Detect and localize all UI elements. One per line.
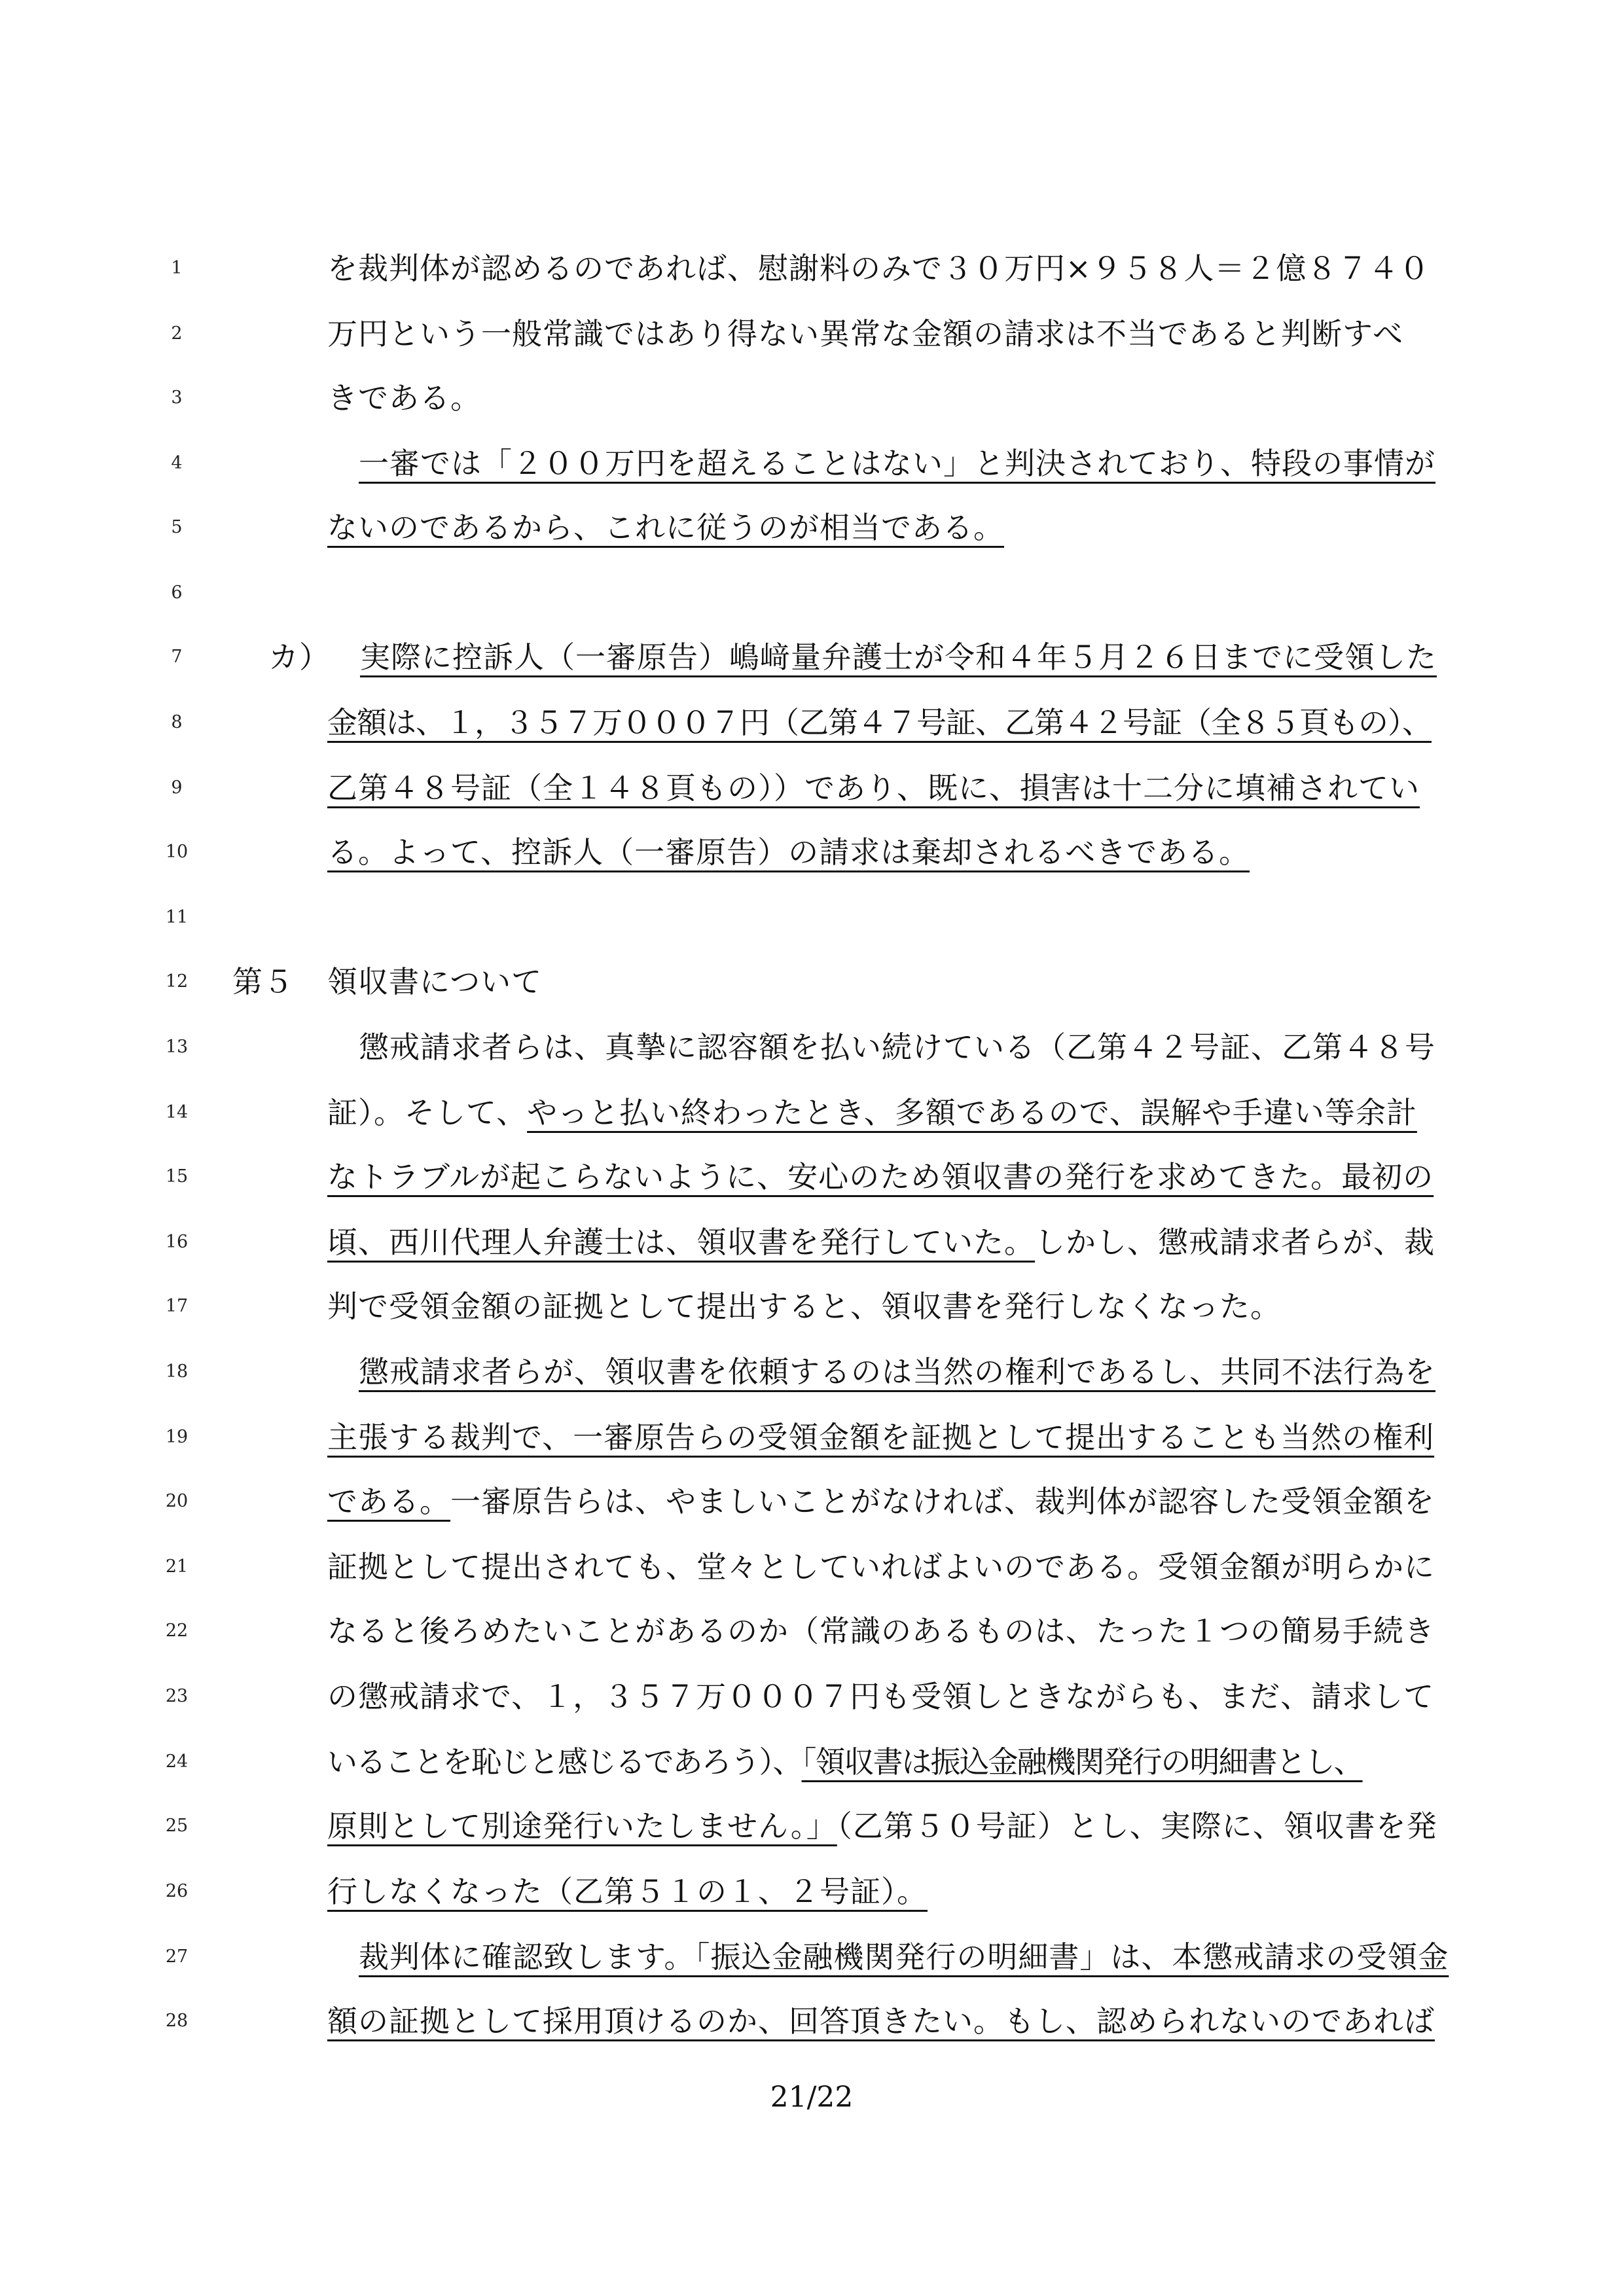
section-number: 第５ bbox=[232, 964, 294, 999]
line-number-7: 7 bbox=[171, 647, 183, 667]
item-label-ka: カ） bbox=[268, 639, 330, 675]
line-number-6: 6 bbox=[171, 583, 183, 603]
text-line-23: の懲戒請求で、１，３５７万０００７円も受領しときながらも、まだ、請求して bbox=[327, 1679, 1435, 1714]
line-number-11: 11 bbox=[165, 907, 189, 927]
text-line-25 bbox=[327, 1806, 1437, 1846]
line-number-15: 15 bbox=[165, 1166, 189, 1187]
text-line-4: 一審では「２００万円を超えることはない」と判決されており、特段の事情が bbox=[359, 446, 1435, 481]
line-number-14: 14 bbox=[165, 1102, 189, 1122]
line-number-28: 28 bbox=[165, 2011, 189, 2031]
text-line-10: る。よって、控訴人（一審原告）の請求は棄却されるべきである。 bbox=[327, 834, 1250, 870]
line-number-21: 21 bbox=[165, 1556, 189, 1577]
text-line-18: 懲戒請求者らが、領収書を依頼するのは当然の権利であるし、共同不法行為を bbox=[359, 1354, 1435, 1390]
text-line-3: きである。 bbox=[327, 380, 481, 416]
line-number-20: 20 bbox=[165, 1491, 189, 1511]
text-line-16 bbox=[327, 1223, 1435, 1262]
line-number-24: 24 bbox=[165, 1751, 189, 1772]
line-number-5: 5 bbox=[171, 517, 183, 537]
line-number-12: 12 bbox=[165, 971, 189, 992]
text-line-14-underlined: やっと払い終わったとき、多額であるので、誤解や手違い等余計 bbox=[527, 1095, 1417, 1130]
line-number-26: 26 bbox=[165, 1881, 189, 1901]
line-number-17: 17 bbox=[165, 1296, 189, 1316]
text-line-27: 裁判体に確認致します。「振込金融機関発行の明細書」は、本懲戒請求の受領金 bbox=[359, 1939, 1449, 1975]
text-line-2: 万円という一般常識ではあり得ない異常な金額の請求は不当であると判断すべ bbox=[327, 316, 1404, 351]
line-number-13: 13 bbox=[165, 1037, 189, 1057]
section-heading: 領収書について bbox=[327, 964, 543, 999]
text-line-20-underlined: である。 bbox=[327, 1484, 450, 1519]
text-line-20 bbox=[327, 1482, 1435, 1521]
line-number-22: 22 bbox=[165, 1621, 189, 1641]
text-line-14-plain: 証）。そして、 bbox=[327, 1095, 528, 1130]
text-line-28: 額の証拠として採用頂けるのか、回答頂きたい。もし、認められないのであれば bbox=[327, 2003, 1435, 2039]
text-line-1: を裁判体が認めるのであれば、慰謝料のみで３０万円×９５８人＝２億８７４０ bbox=[327, 251, 1430, 286]
line-number-4: 4 bbox=[171, 453, 183, 473]
line-number-8: 8 bbox=[171, 712, 183, 732]
line-number-23: 23 bbox=[165, 1686, 189, 1706]
text-line-13: 懲戒請求者らは、真摯に認容額を払い続けている（乙第４２号証、乙第４８号 bbox=[359, 1030, 1435, 1065]
page-number: 21/22 bbox=[770, 2081, 854, 2114]
line-number-1: 1 bbox=[171, 258, 183, 278]
text-line-16-plain: しかし、懲戒請求者らが、裁 bbox=[1035, 1225, 1435, 1260]
line-number-10: 10 bbox=[165, 842, 189, 862]
text-line-16-underlined: 頃、西川代理人弁護士は、領収書を発行していた。 bbox=[327, 1225, 1035, 1260]
text-line-20-plain: 一審原告らは、やましいことがなければ、裁判体が認容した受領金額を bbox=[450, 1484, 1435, 1519]
text-line-26: 行しなくなった（乙第５１の１、２号証）。 bbox=[327, 1874, 928, 1909]
text-line-25-underlined: 原則として別途発行いたしません。」 bbox=[327, 1808, 837, 1844]
text-line-15: なトラブルが起こらないように、安心のため領収書の発行を求めてきた。最初の bbox=[327, 1159, 1434, 1194]
text-line-14 bbox=[327, 1093, 1417, 1132]
text-line-9: 乙第４８号証（全１４８頁もの））であり、既に、損害は十二分に填補されてい bbox=[327, 770, 1420, 806]
line-number-27: 27 bbox=[165, 1946, 189, 1967]
line-number-25: 25 bbox=[165, 1816, 189, 1836]
text-line-19: 主張する裁判で、一審原告らの受領金額を証拠として提出することも当然の権利 bbox=[327, 1420, 1435, 1455]
line-number-2: 2 bbox=[171, 323, 183, 344]
text-line-21: 証拠として提出されても、堂々としていればよいのである。受領金額が明らかに bbox=[327, 1549, 1435, 1585]
text-line-24 bbox=[327, 1742, 1363, 1782]
line-number-18: 18 bbox=[165, 1361, 189, 1382]
line-number-9: 9 bbox=[171, 778, 183, 798]
text-line-5: ないのであるから、これに従うのが相当である。 bbox=[327, 510, 1004, 545]
text-line-25-plain: （乙第５０号証）とし、実際に、領収書を発 bbox=[837, 1808, 1437, 1844]
line-number-3: 3 bbox=[171, 387, 183, 408]
text-line-7: 実際に控訴人（一審原告）嶋﨑量弁護士が令和４年５月２６日までに受領した bbox=[360, 639, 1437, 675]
line-number-16: 16 bbox=[165, 1232, 189, 1252]
text-line-17: 判で受領金額の証拠として提出すると、領収書を発行しなくなった。 bbox=[327, 1289, 1281, 1324]
line-number-19: 19 bbox=[165, 1427, 189, 1447]
text-line-24-underlined: 「領収書は振込金融機関発行の明細書とし、 bbox=[801, 1744, 1363, 1780]
text-line-22: なると後ろめたいことがあるのか（常識のあるものは、たった１つの簡易手続き bbox=[327, 1613, 1435, 1649]
text-line-8: 金額は、１，３５７万０００７円（乙第４７号証、乙第４２号証（全８５頁もの）、 bbox=[327, 705, 1432, 740]
text-line-24-plain: いることを恥じと感じるであろう）、 bbox=[327, 1744, 802, 1780]
